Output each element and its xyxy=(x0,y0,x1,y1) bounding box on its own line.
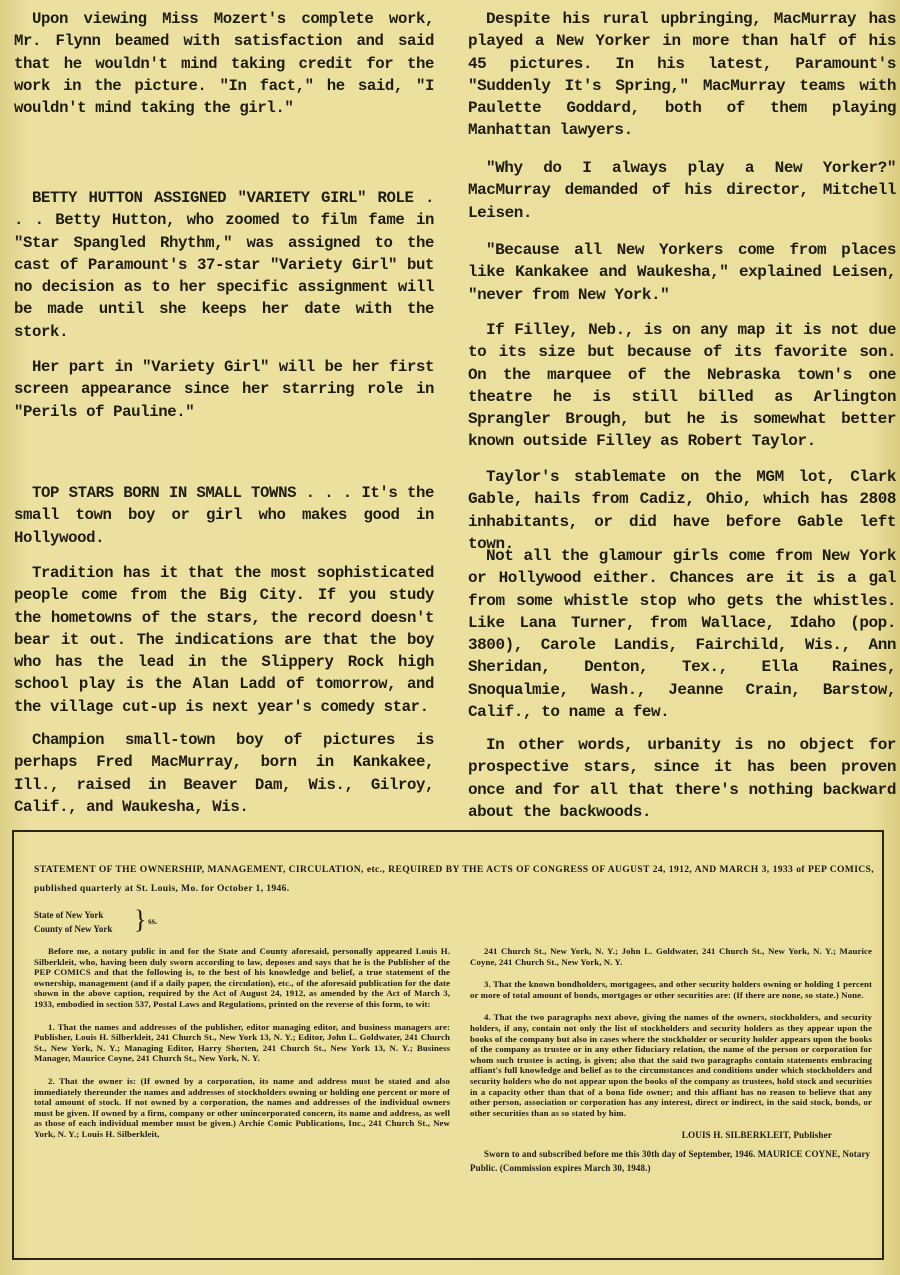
statement-right-column xyxy=(470,946,872,1175)
statement-paragraph: 241 Church St., New York, N. Y.; John L. Goldwater, 241 Church St., New York, N. Y.; Maurice Coyne, 241 Church St., New York, N. Y. xyxy=(470,946,872,967)
article-paragraph: Her part in "Variety Girl" will be her first screen appearance since her starring role in "Perils of Pauline." xyxy=(14,358,434,421)
statement-title: STATEMENT OF THE OWNERSHIP, MANAGEMENT, CIRCULATION, etc., REQUIRED BY THE ACTS OF CONGRESS OF AUGUST 24, 1912, AND MARCH 3, 1933 of PEP COMICS, published quarterly at St. Louis, Mo. for October 1, 1946. xyxy=(34,864,874,894)
article-paragraph: Taylor's stablemate on the MGM lot, Clark Gable, hails from Cadiz, Ohio, which has 2808 inhabitants, or did have before Gable left town. xyxy=(468,468,896,553)
statement-paragraph: 1. That the names and addresses of the publisher, editor managing editor, and business managers are: Publisher, Louis H. Silberkleit, 241 Church St., New York 13, N. Y.; Editor, John L. Goldwater, 241 Church St., New York, N. Y.; Managing Editor, Harry Shorten, 241 Church St., New York 13, N. Y.; Business Manager, Maurice Coyne, 241 Church St., New York, N. Y. xyxy=(34,1021,450,1064)
county-line: County of New York xyxy=(34,924,113,934)
state-county-block xyxy=(34,905,158,936)
statement-paragraph: 3. That the known bondholders, mortgagees, and other security holders owning or holding 1 percent or more of total amount of bonds, mortgages or other securities are: (If there are none, so state.) None. xyxy=(470,979,872,1000)
article-paragraph: In other words, urbanity is no object for prospective stars, since it has been proven once and for all that there's nothing backward about the backwoods. xyxy=(468,736,896,821)
ss-label: ss. xyxy=(148,916,158,926)
article-paragraph: If Filley, Neb., is on any map it is not due to its size but because of its favorite son. On the marquee of the Nebraska town's one theatre he is still billed as Arlington Sprangler Brough, but he is somewhat better known outside Filley as Robert Taylor. xyxy=(468,321,896,451)
statement-paragraph: 4. That the two paragraphs next above, giving the names of the owners, stockholders, and security holders, if any, contain not only the list of stockholders and security holders as they appear upon the books of the company but also in cases where the stockholder or security holder appears upon the books of the company as trustee or in any other fiduciary relation, the name of the person or corporation for whom such trustee is acting, is given; also that the said two paragraphs contain statements embracing affiant's full knowledge and belief as to the circumstances and conditions under which stockholders and security holders who do not appear upon the books of the company as trustees, hold stock and securities in a capacity other than that of a bona fide owner; and this affiant has no reason to believe that any other person, association or corporation has any interest, direct or indirect, in the said stock, bonds, or other securities than as so stated by him. xyxy=(470,1012,872,1118)
statement-paragraph: Before me, a notary public in and for the State and County aforesaid, personally appeared Louis H. Silberkleit, who, having been duly sworn according to law, deposes and says that he is the Publisher of the PEP COMICS and that the following is, to the best of his knowledge and belief, a true statement of the ownership, management (and if a daily paper, the circulation), etc., of the aforesaid publication for the date shown in the above caption, required by the Act of August 24, 1912, as amended by the Act of March 3, 1933, embodied in section 537, Postal Laws and Regulations, printed on the reverse of this form, to wit: xyxy=(34,946,450,1009)
sworn-notary-line: Sworn to and subscribed before me this 30th day of September, 1946. MAURICE COYNE, Notary Public. (Commission expires March 30, 1948.) xyxy=(470,1148,871,1173)
statement-paragraph: 2. That the owner is: (If owned by a corporation, its name and address must be stated and also immediately thereunder the names and addresses of stockholders owning or holding one percent or more of total amount of stock. If not owned by a corporation, the names and addresses of the individual owners must be given. If owned by a firm, company or other unincorporated concern, its name and address, as well as those of each individual member must be given.) Archie Comic Publications, Inc., 241 Church St., New York, N. Y.; Louis H. Silberkleit, xyxy=(34,1075,450,1139)
statement-left-column xyxy=(34,946,450,1152)
article-paragraph: Not all the glamour girls come from New York or Hollywood either. Chances are it is a gal from some whistle stop who gets the whistles. Like Lana Turner, from Wallace, Idaho (pop. 3800), Carole Landis, Fairchild, Wis., Ann Sheridan, Denton, Tex., Ella Raines, Snoqualmie, Wash., Jeanne Crain, Barstow, Calif., to name a few. xyxy=(468,547,896,722)
article-paragraph: Tradition has it that the most sophisticated people come from the Big City. If you study the hometowns of the stars, the record doesn't bear it out. The indications are that the boy who has the lead in the Slippery Rock high school play is the Alan Ladd of tomorrow, and the village cut-up is next year's comedy star. xyxy=(14,564,434,716)
article-paragraph: Champion small-town boy of pictures is perhaps Fred MacMurray, born in Kankakee, Ill., raised in Beaver Dam, Wis., Gilroy, Calif., and Waukesha, Wis. xyxy=(14,731,434,816)
article-paragraph: "Because all New Yorkers come from places like Kankakee and Waukesha," explained Leisen, "never from New York." xyxy=(468,241,896,304)
publisher-signature: LOUIS H. SILBERKLEIT, Publisher xyxy=(681,1130,832,1141)
ownership-statement-box xyxy=(12,830,884,1260)
article-paragraph: TOP STARS BORN IN SMALL TOWNS . . . It's the small town boy or girl who makes good in Hollywood. xyxy=(14,484,434,547)
article-paragraph: "Why do I always play a New Yorker?" MacMurray demanded of his director, Mitchell Leisen. xyxy=(468,159,896,222)
article-paragraph: Upon viewing Miss Mozert's complete work, Mr. Flynn beamed with satisfaction and said that he wouldn't mind taking credit for the work in the picture. "In fact," he said, "I wouldn't mind taking the girl." xyxy=(14,10,434,118)
state-line: State of New York xyxy=(34,910,104,920)
article-paragraph: Despite his rural upbringing, MacMurray has played a New Yorker in more than half of his 45 pictures. In his latest, Paramount's "Suddenly It's Spring," MacMurray teams with Paulette Goddard, both of them playing Manhattan lawyers. xyxy=(468,10,896,140)
article-paragraph: BETTY HUTTON ASSIGNED "VARIETY GIRL" ROLE . . . Betty Hutton, who zoomed to film fame in "Star Spangled Rhythm," was assigned to the cast of Paramount's 37-star "Variety Girl" but no decision as to her specific assignment will be made until she keeps her date with the stork. xyxy=(14,189,434,341)
brace-glyph: } xyxy=(134,905,147,934)
